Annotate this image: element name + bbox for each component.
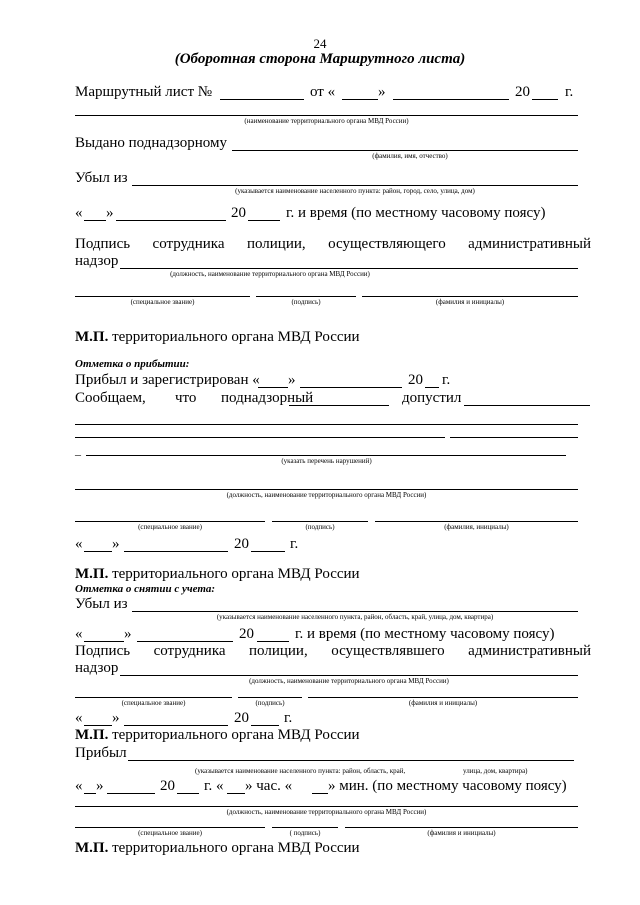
sig-word: Подпись — [75, 643, 131, 659]
arrived-label: Прибыл — [75, 745, 127, 761]
supervision-label: надзор — [75, 253, 119, 269]
sig-word: административный — [468, 643, 591, 659]
sig-word: осуществлявшего — [331, 643, 445, 659]
hint-special-rank: (специальное звание) — [130, 298, 195, 306]
arrived-quote-close: » — [96, 778, 104, 794]
arrival-date-quote-close: » — [112, 536, 120, 552]
hint-surname-initials-3: (фамилия и инициалы) — [408, 699, 478, 707]
page-number: 24 — [313, 36, 327, 51]
date1-quote-open: « — [75, 205, 83, 221]
arrival-registered-label: Прибыл и зарегистрирован « — [75, 372, 260, 388]
dereg-quote-close: » — [124, 626, 132, 642]
dereg-locality-field[interactable] — [132, 611, 578, 612]
arrival-date-month-field[interactable] — [124, 551, 228, 552]
hint-position-body-3: (должность, наименование территориального органа МВД России) — [249, 677, 449, 685]
date1-year-field[interactable] — [248, 220, 280, 221]
hint-signature-3: (подпись) — [255, 699, 285, 707]
arrived-year-field[interactable] — [177, 793, 199, 794]
hint-special-rank-4: (специальное звание) — [138, 829, 202, 837]
arrived-locality-field[interactable] — [128, 760, 574, 761]
sig-word: административный — [468, 236, 591, 252]
dereg-quote-open: « — [75, 626, 83, 642]
route-sheet-day-field[interactable] — [342, 99, 378, 100]
arrived-position-field[interactable] — [75, 806, 578, 807]
date1-quote-close: » — [106, 205, 114, 221]
signature-statement — [75, 236, 591, 253]
dereg-position-field[interactable] — [120, 675, 578, 676]
special-rank-field[interactable] — [75, 296, 250, 297]
hint-fio: (фамилия, имя, отчество) — [372, 152, 448, 160]
supervisor-position-field[interactable] — [120, 268, 578, 269]
arrival-quote-close: » — [288, 372, 296, 388]
sig-word: сотрудника — [153, 643, 226, 659]
hint-surname-initials: (фамилия и инициалы) — [435, 298, 505, 306]
signature-field[interactable] — [256, 296, 356, 297]
deregistration-heading: Отметка о снятии с учета: — [75, 583, 216, 595]
dereg-supervision-label: надзор — [75, 660, 119, 676]
allowed-label: допустил — [402, 390, 462, 406]
departed-locality-field[interactable] — [132, 185, 578, 186]
dereg-date-quote-close: » — [112, 710, 120, 726]
dereg-date-year-field[interactable] — [251, 725, 279, 726]
violations-line-1[interactable] — [75, 424, 578, 425]
dereg-date-month-field[interactable] — [124, 725, 228, 726]
sig-word: Подпись — [75, 236, 131, 252]
arrival-mark-heading: Отметка о прибытии: — [75, 358, 190, 370]
special-rank-field-4[interactable] — [75, 827, 265, 828]
violations-line-2b[interactable] — [450, 437, 578, 438]
hint-territorial-body: (наименование территориального органа МВД России) — [244, 117, 409, 125]
route-sheet-year-field[interactable] — [532, 99, 558, 100]
sig-word: полиции, — [246, 236, 306, 252]
supervised-name-field[interactable] — [289, 405, 389, 406]
hint-position-body-2: (должность, наименование территориального органа МВД России) — [226, 491, 427, 499]
dereg-year-prefix: 20 — [239, 626, 254, 642]
date1-year-prefix: 20 — [231, 205, 246, 221]
supervised-fio-field[interactable] — [232, 150, 578, 151]
hint-special-rank-3: (специальное звание) — [121, 699, 186, 707]
hint-position-body: (должность, наименование территориального органа МВД России) — [170, 270, 370, 278]
hint-surname-initials-4: (фамилия и инициалы) — [427, 829, 496, 837]
hint-locality-arrival-a: (указывается наименование населенного пункта: район, область, край, — [195, 767, 406, 775]
arrived-minutes-label: » мин. (по местному часовому поясу) — [328, 778, 567, 794]
violations-line-3[interactable] — [86, 455, 566, 456]
signature-field-3[interactable] — [238, 697, 302, 698]
issued-label: Выдано поднадзорному — [75, 135, 227, 151]
stamp-4: М.П. территориального органа МВД России — [75, 840, 360, 856]
arrival-position-field[interactable] — [75, 489, 578, 490]
dereg-date-quote-open: « — [75, 710, 83, 726]
dereg-year-field[interactable] — [257, 641, 289, 642]
arrival-year-suffix: г. — [442, 372, 451, 388]
hint-violations: (указать перечень нарушений) — [281, 457, 372, 465]
dereg-departed-label: Убыл из — [75, 596, 128, 612]
arrived-hours-field[interactable] — [227, 793, 245, 794]
hint-signature: (подпись) — [291, 298, 321, 306]
arrival-date-quote-open: « — [75, 536, 83, 552]
territorial-body-field[interactable] — [75, 115, 578, 116]
arrived-month-field[interactable] — [107, 793, 155, 794]
violations-line-2[interactable] — [75, 437, 445, 438]
arrived-year-prefix: 20 — [160, 778, 175, 794]
hint-position-body-4: (должность, наименование территориального органа МВД России) — [226, 808, 427, 816]
arrival-date-day-field[interactable] — [84, 551, 112, 552]
arrival-date-year-field[interactable] — [251, 551, 285, 552]
arrival-date-year-suffix: г. — [290, 536, 299, 552]
route-sheet-month-field[interactable] — [393, 99, 509, 100]
surname-initials-field-2[interactable] — [375, 521, 578, 522]
route-sheet-number-field[interactable] — [220, 99, 304, 100]
route-sheet-from: от « — [310, 84, 336, 100]
hint-surname-initials-2: (фамилия, инициалы) — [444, 523, 509, 531]
surname-initials-field[interactable] — [362, 296, 578, 297]
route-sheet-label: Маршрутный лист № — [75, 84, 213, 100]
sig-word: осуществляющего — [328, 236, 446, 252]
route-sheet-quote-close: » — [378, 84, 386, 100]
dereg-date-day-field[interactable] — [84, 725, 112, 726]
dereg-day-field[interactable] — [84, 641, 124, 642]
dereg-time-suffix: г. и время (по местному часовому поясу) — [295, 626, 555, 642]
arrival-month-field[interactable] — [300, 387, 402, 388]
special-rank-field-2[interactable] — [75, 521, 265, 522]
arrival-year-field[interactable] — [425, 387, 439, 388]
stamp-3: М.П. территориального органа МВД России — [75, 727, 360, 743]
hint-signature-4: ( подпись) — [289, 829, 321, 837]
surname-initials-field-3[interactable] — [308, 697, 578, 698]
dereg-signature-statement — [75, 643, 591, 660]
arrival-year-prefix: 20 — [408, 372, 423, 388]
page-heading: (Оборотная сторона Маршрутного листа) — [174, 51, 466, 67]
dereg-month-field[interactable] — [137, 641, 233, 642]
stamp-2: М.П. территориального органа МВД России — [75, 566, 360, 582]
arrival-date-year-prefix: 20 — [234, 536, 249, 552]
signature-field-2[interactable] — [272, 521, 368, 522]
hint-locality-short: (указывается наименование населенного пункта: район, город, село, улица, дом) — [235, 187, 475, 195]
arrived-g-quote: г. « — [204, 778, 224, 794]
date1-suffix: г. и время (по местному часовому поясу) — [286, 205, 546, 221]
arrived-day-field[interactable] — [84, 793, 96, 794]
stamp-1: М.П. территориального органа МВД России — [75, 329, 360, 345]
arrival-day-field[interactable] — [258, 387, 288, 388]
arrived-minutes-field[interactable] — [312, 793, 328, 794]
allowed-field[interactable] — [464, 405, 590, 406]
special-rank-field-3[interactable] — [75, 697, 232, 698]
route-sheet-year-suffix: г. — [565, 84, 574, 100]
violations-dash: – — [75, 447, 81, 461]
dereg-date-year-suffix: г. — [284, 710, 293, 726]
hint-locality-full: (указывается наименование населенного пункта, район, область, край, улица, дом, квартира) — [216, 613, 494, 621]
arrived-quote-open: « — [75, 778, 83, 794]
departed-label: Убыл из — [75, 170, 128, 186]
hint-locality-arrival-b: улица, дом, квартира) — [463, 767, 528, 775]
date1-day-field[interactable] — [84, 220, 106, 221]
sig-word: сотрудника — [152, 236, 225, 252]
hint-special-rank-2: (специальное звание) — [138, 523, 202, 531]
route-sheet-year-prefix: 20 — [515, 84, 530, 100]
signature-field-4[interactable] — [272, 827, 338, 828]
dereg-date-year-prefix: 20 — [234, 710, 249, 726]
surname-initials-field-4[interactable] — [345, 827, 578, 828]
sig-word: полиции, — [249, 643, 308, 659]
date1-month-field[interactable] — [116, 220, 226, 221]
arrived-hours-label: » час. « — [245, 778, 293, 794]
hint-signature-2: (подпись) — [305, 523, 335, 531]
